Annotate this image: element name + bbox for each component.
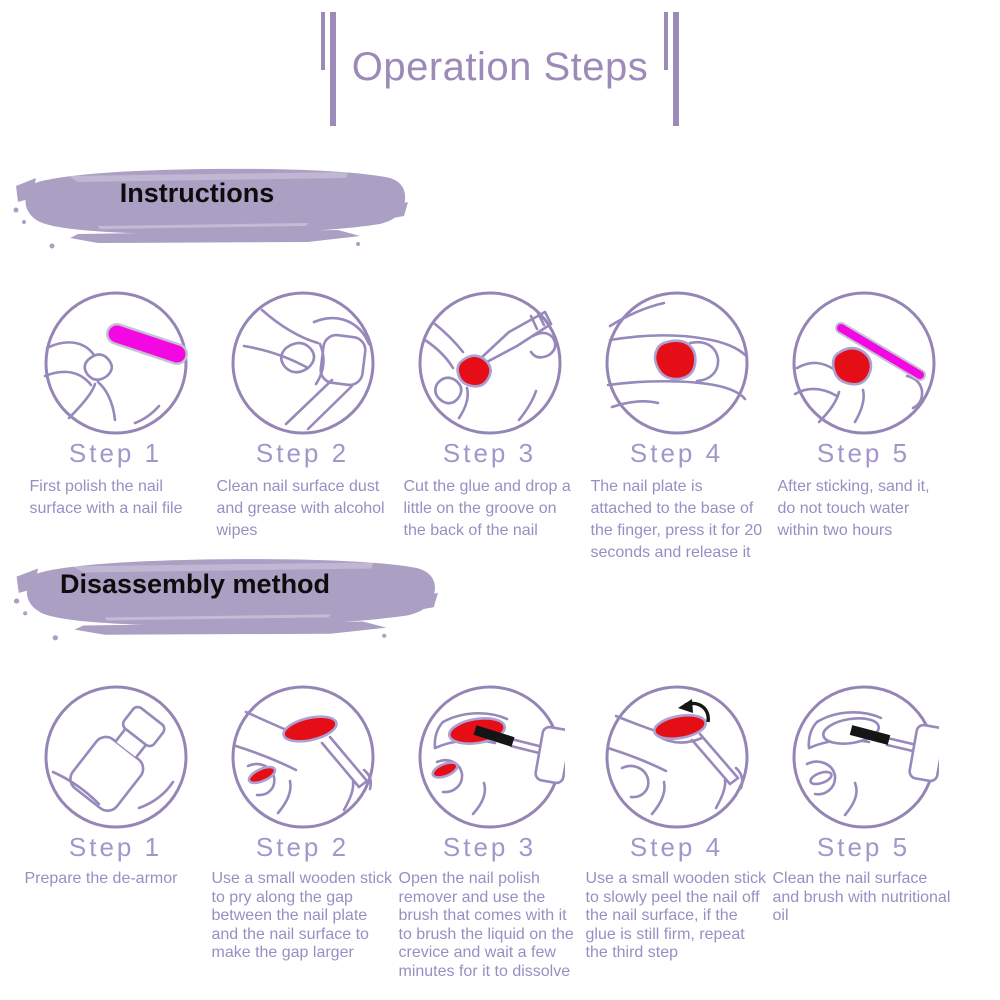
step-label: Step 5: [816, 438, 911, 468]
step-label: Step 4: [629, 832, 724, 862]
instructions-heading-banner: [8, 156, 408, 256]
step-label: Step 3: [442, 438, 537, 468]
step-description: After sticking, sand it, do not touch water within two hours: [777, 478, 930, 540]
decorative-bar-icon: [321, 12, 325, 70]
apply-step-5: [778, 288, 950, 564]
alcohol-wipe-clean-illustration-icon: [228, 288, 378, 438]
decorative-bar-icon: [330, 12, 336, 126]
remove-step-5: [773, 682, 955, 981]
glue-bottle-icon: [481, 312, 551, 363]
step-description: Use a small wooden stick to pry along the gap between the nail plate and the nail surface to make the gap larger: [211, 870, 393, 962]
step-description: Use a small wooden stick to slowly peel the nail off the nail surface, if the glue is still firm, repeat the third step: [585, 870, 767, 962]
apply-step-1: [30, 288, 202, 564]
step-label: Step 3: [442, 832, 537, 862]
step-label: Step 5: [816, 832, 911, 862]
step-description: Prepare the de-armor: [24, 870, 178, 887]
step-label: Step 1: [68, 438, 163, 468]
step-label: Step 1: [68, 832, 163, 862]
step-description: The nail plate is attached to the base of the finger, press it for 20 seconds and release it: [590, 478, 763, 562]
remove-step-1: [25, 682, 207, 981]
section-heading-instructions: Instructions: [119, 177, 275, 208]
apply-step-2: [217, 288, 389, 564]
peel-nail-off-illustration-icon: [602, 682, 752, 832]
step-description: First polish the nail surface with a nail file: [29, 478, 183, 518]
press-nail-plate-illustration-icon: [602, 288, 752, 438]
glue-drop-illustration-icon: [415, 288, 565, 438]
section-heading-disassembly: Disassembly method: [59, 568, 331, 599]
page-header: [0, 12, 1000, 147]
step-label: Step 2: [255, 832, 350, 862]
decorative-bar-icon: [673, 12, 679, 126]
nutritional-oil-brush-illustration-icon: [789, 682, 939, 832]
decorative-bar-icon: [664, 12, 668, 70]
brush-remover-liquid-illustration-icon: [415, 682, 565, 832]
title-left-bars: [321, 12, 336, 147]
step-label: Step 4: [629, 438, 724, 468]
remove-step-2: [212, 682, 394, 981]
apply-step-4: [591, 288, 763, 564]
remover-bottle-illustration-icon: [41, 682, 191, 832]
step-label: Step 2: [255, 438, 350, 468]
sand-after-sticking-illustration-icon: [789, 288, 939, 438]
step-description: Cut the glue and drop a little on the groove on the back of the nail: [403, 478, 571, 540]
disassembly-heading-banner: [8, 546, 438, 648]
apply-step-3: [404, 288, 576, 564]
step-description: Clean the nail surface and brush with nutritional oil: [772, 870, 951, 925]
wooden-stick-pry-illustration-icon: [228, 682, 378, 832]
remove-step-3: [399, 682, 581, 981]
step-description: Clean nail surface dust and grease with alcohol wipes: [216, 478, 385, 540]
title-right-bars: [664, 12, 679, 147]
polish-nail-file-illustration-icon: [41, 288, 191, 438]
instruction-steps-row: [22, 288, 962, 564]
disassembly-steps-row: [22, 682, 962, 981]
nail-file-icon: [117, 334, 177, 354]
remove-step-4: [586, 682, 768, 981]
step-description: Open the nail polish remover and use the brush that comes with it to brush the liquid on the crevice and wait a few minutes for it to dissolve: [398, 870, 574, 980]
page-title: Operation Steps: [351, 45, 649, 89]
